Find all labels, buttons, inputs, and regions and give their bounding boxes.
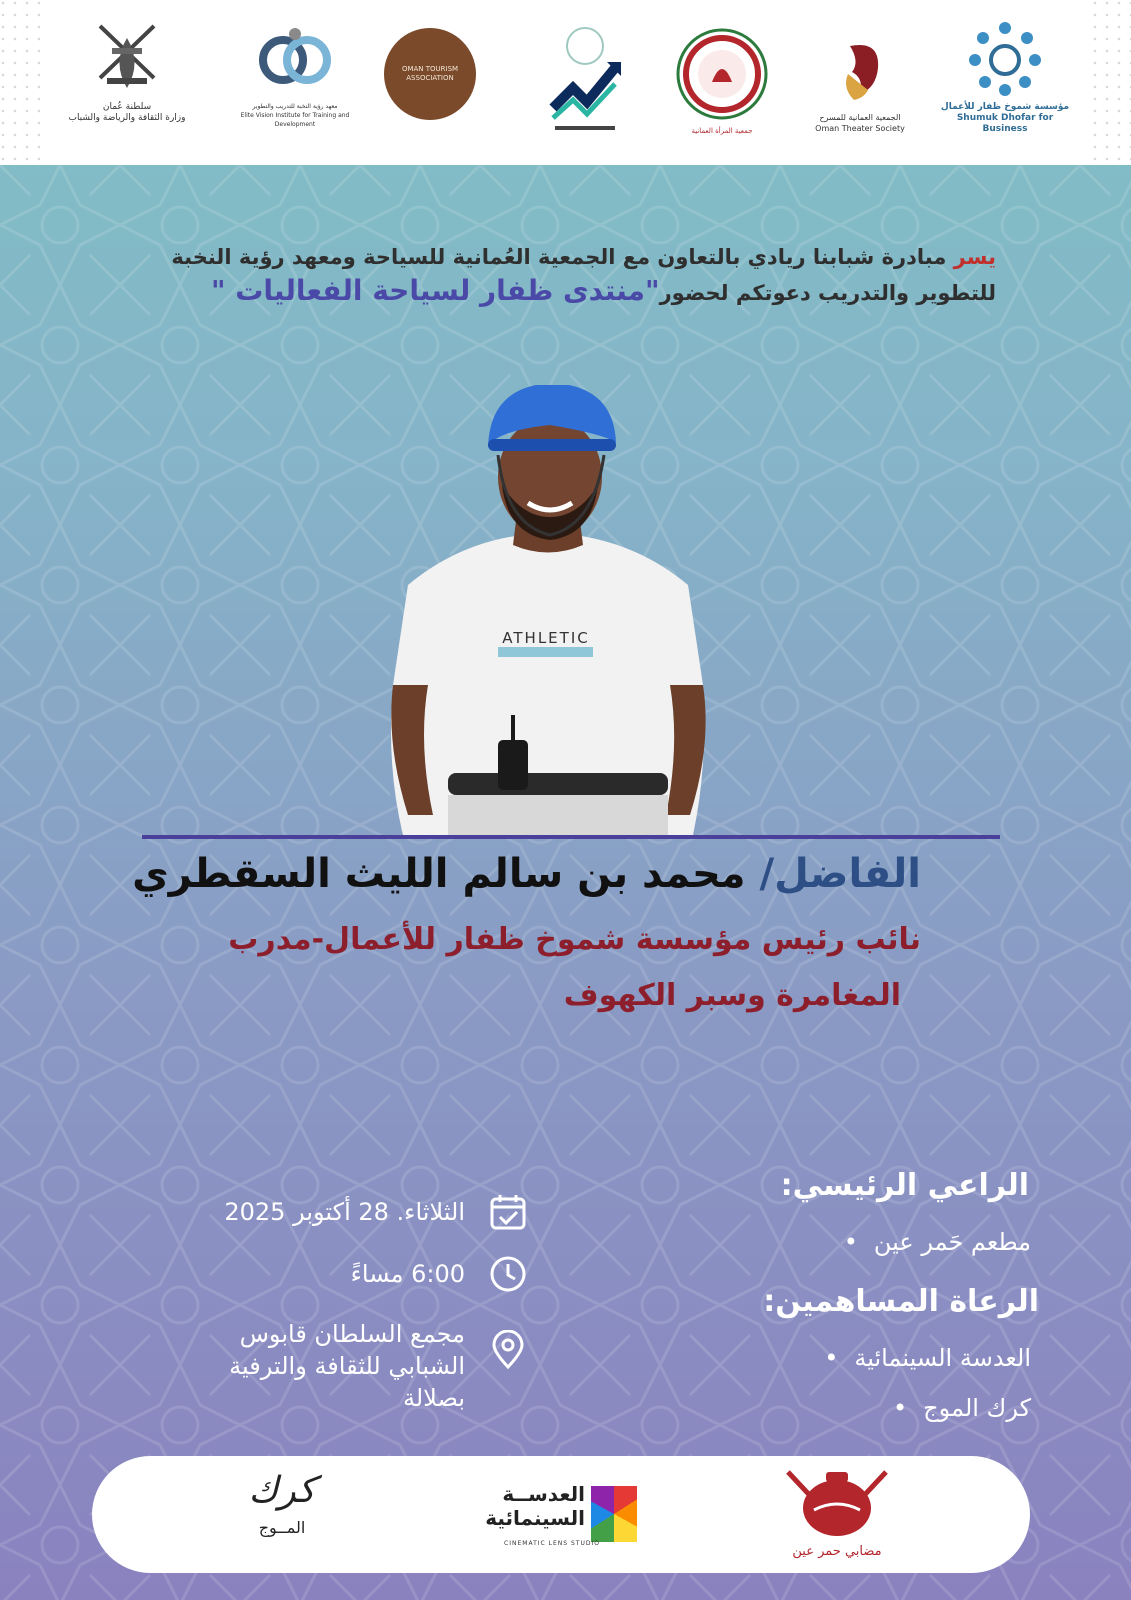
elite-vision-icon (255, 18, 335, 98)
bullet-icon: • (843, 1228, 858, 1256)
invitation-highlight: يسر (953, 245, 996, 269)
invitation-line-1-text: مبادرة شبابنا ريادي بالتعاون مع الجمعية العُمانية للسياحة ومعهد رؤية النخبة (171, 245, 954, 269)
shirt-print-text: ATHLETIC (502, 629, 590, 647)
invitation-line-2 (136, 274, 996, 310)
restaurant-logo (782, 1462, 892, 1559)
calendar-check-icon (488, 1192, 528, 1232)
shumuk-dhofar-logo (935, 18, 1075, 138)
ministry-caption: سلطنة عُمان وزارة الثقافة والرياضة والشباب (68, 102, 186, 123)
tourism-association-caption: OMAN TOURISM ASSOCIATION (401, 65, 459, 82)
main-sponsor-name: مطعم حَمر عين (873, 1228, 1031, 1256)
contrib-sponsor-item (893, 1394, 1031, 1422)
growth-arrow-icon (545, 18, 625, 138)
divider-line (142, 835, 1000, 839)
bullet-icon: • (824, 1344, 839, 1372)
contrib-sponsor-item (824, 1344, 1031, 1372)
khanjar-emblem-icon (92, 18, 162, 98)
contrib-sponsor-name-1: العدسة السينمائية (854, 1344, 1031, 1372)
event-date: الثلاثاء. 28 أكتوبر 2025 (224, 1198, 465, 1226)
speaker-role (161, 912, 921, 1024)
contrib-sponsor-name-2: كرك الموج (923, 1394, 1031, 1422)
sponsor-footer-bar (92, 1456, 1030, 1573)
ministry-logo (62, 18, 192, 138)
lens-title-2: السينمائية (485, 1506, 585, 1530)
main-sponsor-heading: الراعي الرئيسي: (780, 1168, 1029, 1203)
invitation-line-1 (136, 240, 996, 274)
growth-logo (545, 18, 625, 138)
contrib-sponsors-heading: الرعاة المساهمين: (763, 1284, 1039, 1319)
karak-subtitle: المــوج (258, 1518, 306, 1537)
speaker-photo (378, 385, 718, 835)
event-location: مجمع السلطان قابوس الشبابي للثقافة والترفية بصلالة (229, 1320, 465, 1412)
invitation-line-2-text: للتطوير والتدريب دعوتكم لحضور (659, 281, 996, 305)
women-association-caption: جمعية المرأة العمانية (691, 127, 753, 135)
shumuk-caption: مؤسسة شموخ ظفار للأعمال Shumuk Dhofar for Business (940, 102, 1070, 134)
cooking-pot-icon (782, 1462, 892, 1540)
theater-mask-icon (830, 38, 890, 108)
bullet-icon: • (893, 1394, 908, 1422)
event-title: "منتدى ظفار لسياحة الفعاليات " (210, 274, 660, 307)
women-association-seal-icon (674, 26, 770, 122)
lens-aperture-icon (591, 1486, 637, 1542)
theater-society-logo (800, 18, 920, 138)
partner-logo-strip (0, 0, 1131, 165)
main-sponsor-item (844, 1228, 1031, 1256)
map-pin-icon (488, 1330, 528, 1370)
lens-title-1: العدســة (502, 1482, 585, 1506)
theater-society-caption: الجمعية العمانية للمسرح Oman Theater Society (815, 113, 905, 133)
speaker-full-name: محمد بن سالم الليث السقطري (132, 851, 746, 897)
elite-vision-logo (230, 18, 360, 138)
tourism-association-logo (380, 18, 480, 138)
event-time: 6:00 مساءً (350, 1260, 465, 1288)
karak-title: كرك (248, 1470, 316, 1511)
speaker-role-line-2: المغامرة وسبر الكهوف (563, 978, 901, 1013)
lens-subtitle: CINEMATIC LENS STUDIO (504, 1540, 600, 1547)
speaker-name (132, 851, 921, 897)
karak-mauj-logo (232, 1464, 332, 1537)
clock-icon (488, 1254, 528, 1294)
restaurant-name: مضابي حمر عين (792, 1544, 882, 1559)
invitation-text (136, 240, 996, 310)
women-association-logo (672, 18, 772, 138)
speaker-honorific: الفاضل/ (745, 851, 921, 897)
speaker-role-line-1: نائب رئيس مؤسسة شموخ ظفار للأعمال-مدرب (228, 922, 921, 957)
elite-vision-caption: معهد رؤية النخبة للتدريب والتطوير Elite Vision Institute for Training and Development (240, 103, 350, 128)
shumuk-people-icon (965, 18, 1045, 98)
